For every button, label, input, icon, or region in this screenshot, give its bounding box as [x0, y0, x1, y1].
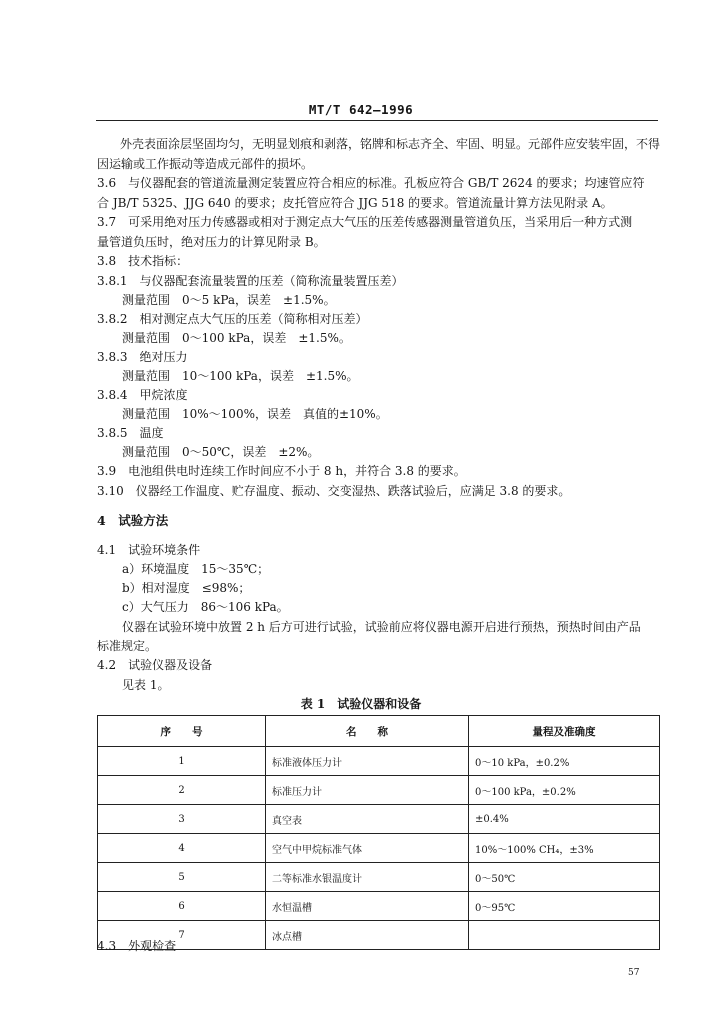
text-line: 4.1 试验环境条件 [97, 543, 201, 557]
table-row [98, 747, 660, 776]
table-row [98, 834, 660, 863]
cell-name: 水恒温槽 [266, 892, 469, 921]
standard-code-header: MT/T 642—1996 [308, 102, 414, 117]
text-line: c）大气压力 86～106 kPa。 [122, 600, 289, 614]
text-line: 合 JB/T 5325、JJG 640 的要求；皮托管应符合 JJG 518 的要求。管道流量计算方法见附录 A。 [97, 196, 613, 210]
cell-index: 5 [98, 863, 266, 892]
text-line: 3.8.1 与仪器配套流量装置的压差（简称流量装置压差） [97, 274, 404, 288]
header-cell-name: 名 称 [266, 716, 469, 747]
cell-range [469, 921, 660, 950]
cell-range: 0～50℃ [469, 863, 660, 892]
cell-index: 7 [98, 921, 266, 950]
cell-index: 6 [98, 892, 266, 921]
cell-range: 0～10 kPa，±0.2% [469, 747, 660, 776]
equipment-table [97, 715, 660, 950]
table-caption: 表 1 试验仪器和设备 [300, 697, 422, 711]
text-line: 外壳表面涂层坚固均匀，无明显划痕和剥落，铭牌和标志齐全、牢固、明显。元部件应安装牢固，不得 [120, 137, 661, 151]
text-line: 测量范围 0～5 kPa，误差 ±1.5%。 [122, 293, 336, 307]
text-line: 3.8 技术指标： [97, 254, 189, 268]
text-line: 仪器在试验环境中放置 2 h 后方可进行试验，试验前应将仪器电源开启进行预热，预热时间由产品 [122, 620, 641, 634]
cell-range: 0～100 kPa，±0.2% [469, 776, 660, 805]
text-line: a）环境温度 15～35℃； [122, 562, 270, 576]
text-line: 见表 1。 [122, 678, 170, 692]
section-heading: 4 试验方法 [97, 513, 169, 528]
text-line: 3.6 与仪器配套的管道流量测定装置应符合相应的标准。孔板应符合 GB/T 2624 的要求；均速管应符 [97, 176, 645, 190]
cell-name: 标准压力计 [266, 776, 469, 805]
text-line: 4.2 试验仪器及设备 [97, 658, 213, 672]
text-line: 测量范围 0～50℃，误差 ±2%。 [122, 445, 320, 459]
cell-index: 4 [98, 834, 266, 863]
text-line: 3.8.4 甲烷浓度 [97, 388, 188, 402]
text-line: 测量范围 10～100 kPa，误差 ±1.5%。 [122, 369, 359, 383]
header-rule [96, 120, 658, 121]
table-row [98, 805, 660, 834]
table-header-row [98, 716, 660, 747]
cell-name: 冰点槽 [266, 921, 469, 950]
cell-index: 2 [98, 776, 266, 805]
cell-name: 空气中甲烷标准气体 [266, 834, 469, 863]
cell-index: 3 [98, 805, 266, 834]
text-line: b）相对湿度 ≤98%； [122, 581, 251, 595]
text-line: 3.9 电池组供电时连续工作时间应不小于 8 h，并符合 3.8 的要求。 [97, 464, 466, 478]
table-row [98, 921, 660, 950]
text-line: 3.7 可采用绝对压力传感器或相对于测定点大气压的压差传感器测量管道负压，当采用后一种方式测 [97, 215, 633, 229]
text-line: 3.10 仪器经工作温度、贮存温度、振动、交变湿热、跌落试验后，应满足 3.8 的要求。 [97, 484, 571, 498]
text-line: 测量范围 0～100 kPa，误差 ±1.5%。 [122, 331, 351, 345]
cell-name: 真空表 [266, 805, 469, 834]
cell-name: 二等标准水银温度计 [266, 863, 469, 892]
header-cell-index: 序 号 [98, 716, 266, 747]
cell-index: 1 [98, 747, 266, 776]
section-heading-4-3: 4.3 外观检查 [97, 939, 177, 953]
text-line: 量管道负压时，绝对压力的计算见附录 B。 [97, 235, 326, 249]
table-row [98, 776, 660, 805]
text-line: 因运输或工作振动等造成元部件的损坏。 [97, 157, 314, 171]
cell-name: 标准液体压力计 [266, 747, 469, 776]
text-line: 3.8.5 温度 [97, 426, 164, 440]
text-line: 测量范围 10%～100%，误差 真值的±10%。 [122, 407, 388, 421]
text-line: 3.8.2 相对测定点大气压的压差（简称相对压差） [97, 312, 368, 326]
cell-range: ±0.4% [469, 805, 660, 834]
text-line: 标准规定。 [97, 639, 158, 653]
text-line: 3.8.3 绝对压力 [97, 350, 188, 364]
table-row [98, 892, 660, 921]
header-cell-range: 量程及准确度 [469, 716, 660, 747]
page-number: 57 [628, 968, 640, 978]
table-row [98, 863, 660, 892]
cell-range: 0～95℃ [469, 892, 660, 921]
cell-range: 10%～100% CH₄，±3% [469, 834, 660, 863]
